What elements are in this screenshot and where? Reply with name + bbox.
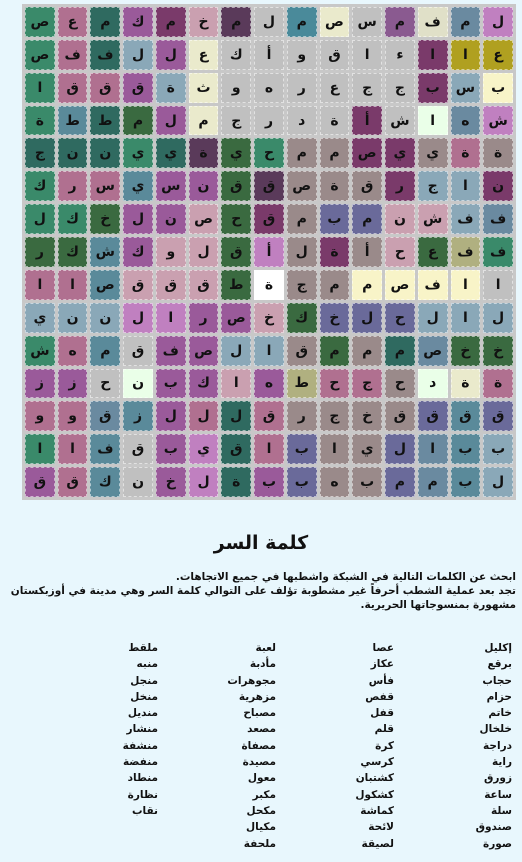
word-item: صندوق [475, 821, 512, 834]
grid-cell[interactable]: م [385, 336, 415, 366]
grid-cell[interactable]: ص [25, 40, 55, 70]
word-column [158, 640, 276, 852]
grid-cell[interactable]: ب [451, 467, 481, 497]
grid-cell[interactable]: ز [58, 369, 88, 399]
grid-cell[interactable]: ء [385, 40, 415, 70]
grid-cell[interactable]: م [156, 7, 186, 37]
word-item: زورق [483, 772, 512, 785]
grid-cell[interactable]: ز [25, 369, 55, 399]
word-item: منطاد [127, 772, 158, 785]
grid-cell[interactable]: و [58, 401, 88, 431]
grid-cell[interactable]: ع [189, 40, 219, 70]
grid-cell[interactable]: ج [352, 73, 382, 103]
grid-cell[interactable]: ق [156, 270, 186, 300]
grid-cell[interactable]: ف [90, 40, 120, 70]
grid-cell[interactable]: ه [254, 73, 284, 103]
grid-cell[interactable]: ا [352, 40, 382, 70]
grid-cell[interactable]: ب [320, 204, 350, 234]
grid-cell[interactable]: ق [451, 401, 481, 431]
grid-cell[interactable]: ة [451, 138, 481, 168]
grid-cell[interactable]: ق [221, 171, 251, 201]
word-item: كرسي [360, 756, 394, 769]
grid-cell[interactable]: ص [352, 138, 382, 168]
grid-cell[interactable]: ف [451, 204, 481, 234]
grid-cell[interactable]: ك [123, 7, 153, 37]
grid-cell[interactable]: ز [123, 401, 153, 431]
grid-cell[interactable]: ف [418, 270, 448, 300]
grid-cell[interactable]: ك [25, 171, 55, 201]
grid-cell[interactable]: ر [25, 237, 55, 267]
word-item: كشكول [355, 788, 394, 801]
instructions [4, 570, 516, 612]
grid-cell[interactable]: ي [352, 434, 382, 464]
grid-cell[interactable]: م [221, 7, 251, 37]
word-item: دراجة [483, 739, 512, 752]
grid-cell[interactable]: ل [221, 336, 251, 366]
grid-cell[interactable]: م [385, 7, 415, 37]
word-item: منشفة [122, 739, 158, 752]
grid-cell[interactable]: ي [25, 303, 55, 333]
grid-cell[interactable]: ك [123, 237, 153, 267]
word-item: لصيقة [361, 837, 394, 850]
grid-cell[interactable]: ا [451, 171, 481, 201]
word-item: مصيدة [242, 756, 276, 769]
grid-cell[interactable]: ب [483, 73, 513, 103]
word-item: قفص [365, 690, 394, 703]
grid-cell[interactable]: خ [320, 303, 350, 333]
grid-cell[interactable]: ة [320, 237, 350, 267]
grid-cell[interactable]: ي [221, 138, 251, 168]
word-item: مكبر [252, 788, 276, 801]
word-item: خاتم [488, 707, 512, 720]
grid-cell[interactable]: ل [418, 303, 448, 333]
grid-cell[interactable]: ا [221, 369, 251, 399]
grid-cell[interactable]: ط [221, 270, 251, 300]
grid-cell[interactable]: ر [385, 171, 415, 201]
grid-cell[interactable]: ب [254, 467, 284, 497]
grid-cell[interactable]: ج [25, 138, 55, 168]
grid-cell[interactable]: م [451, 7, 481, 37]
grid-cell[interactable]: ن [483, 171, 513, 201]
grid-cell[interactable]: ر [287, 73, 317, 103]
grid-cell[interactable]: ن [156, 204, 186, 234]
grid-cell[interactable]: ب [352, 467, 382, 497]
grid-cell[interactable]: و [287, 40, 317, 70]
grid-cell[interactable]: ج [352, 369, 382, 399]
grid-cell[interactable]: ا [451, 303, 481, 333]
grid-cell[interactable]: ع [58, 7, 88, 37]
grid-cell[interactable]: ص [418, 336, 448, 366]
grid-cell[interactable]: خ [156, 467, 186, 497]
grid-cell[interactable]: خ [90, 204, 120, 234]
word-item: منديل [127, 707, 158, 720]
grid-cell[interactable]: ف [156, 336, 186, 366]
word-item: مجوهرات [227, 674, 276, 687]
page-title: كلمة السر [213, 532, 309, 554]
grid-cell[interactable]: ق [221, 434, 251, 464]
grid-cell[interactable]: ك [287, 303, 317, 333]
word-item: خلخال [479, 723, 512, 736]
grid-cell[interactable]: ش [25, 336, 55, 366]
word-item: حزام [486, 690, 512, 703]
grid-cell[interactable]: ق [254, 401, 284, 431]
grid-cell[interactable]: ط [58, 106, 88, 136]
grid-cell[interactable]: ر [254, 106, 284, 136]
grid-cell[interactable]: ح [254, 138, 284, 168]
grid-cell[interactable]: ه [58, 336, 88, 366]
grid-cell[interactable]: ح [385, 237, 415, 267]
grid-cell[interactable]: م [90, 7, 120, 37]
grid-cell[interactable]: ة [320, 106, 350, 136]
word-list [40, 640, 512, 852]
word-item: منفضة [122, 756, 158, 769]
grid-cell[interactable]: ب [156, 369, 186, 399]
grid-cell[interactable]: م [123, 106, 153, 136]
word-item: لائحة [368, 821, 394, 834]
grid-cell[interactable]: ح [221, 204, 251, 234]
grid-cell[interactable]: ن [385, 204, 415, 234]
grid-cell[interactable]: م [418, 467, 448, 497]
word-item: لعبة [255, 642, 276, 654]
word-item: سلة [491, 804, 512, 817]
grid-cell[interactable]: ق [254, 171, 284, 201]
grid-cell[interactable]: ن [58, 303, 88, 333]
grid-cell[interactable]: ق [90, 401, 120, 431]
grid-cell[interactable]: م [352, 336, 382, 366]
grid-cell[interactable]: ا [320, 434, 350, 464]
grid-cell[interactable]: ط [90, 106, 120, 136]
grid-cell[interactable]: ر [189, 303, 219, 333]
word-item: نظارة [127, 788, 158, 801]
grid-cell[interactable]: ي [156, 138, 186, 168]
grid-cell[interactable]: ل [483, 7, 513, 37]
grid-cell[interactable]: م [385, 467, 415, 497]
grid-cell[interactable]: س [451, 73, 481, 103]
grid-cell[interactable]: ا [254, 336, 284, 366]
grid-cell[interactable]: ق [221, 237, 251, 267]
grid-cell[interactable]: ف [58, 40, 88, 70]
grid-cell[interactable]: ب [483, 434, 513, 464]
grid-cell[interactable]: ص [385, 270, 415, 300]
grid-cell[interactable]: ب [418, 73, 448, 103]
grid-cell[interactable]: ق [483, 401, 513, 431]
word-item: مأدبة [249, 658, 276, 671]
grid-cell[interactable]: خ [189, 7, 219, 37]
grid-cell[interactable]: ل [189, 467, 219, 497]
grid-cell[interactable]: ف [483, 204, 513, 234]
grid-cell[interactable]: ح [90, 369, 120, 399]
grid-cell[interactable]: ص [320, 7, 350, 37]
grid-cell[interactable]: ا [156, 303, 186, 333]
grid-cell[interactable]: ة [156, 73, 186, 103]
grid-cell[interactable]: ك [221, 40, 251, 70]
grid-cell[interactable]: ف [483, 237, 513, 267]
grid-cell[interactable]: ك [90, 467, 120, 497]
word-item: فأس [368, 674, 394, 687]
grid-cell[interactable]: ج [418, 171, 448, 201]
word-item: مزهرية [238, 690, 276, 703]
grid-cell[interactable]: ك [189, 369, 219, 399]
word-item: منخل [130, 690, 158, 703]
grid-cell[interactable]: س [90, 171, 120, 201]
grid-cell[interactable]: ع [483, 40, 513, 70]
grid-cell[interactable]: ع [418, 237, 448, 267]
grid-cell[interactable]: ك [58, 237, 88, 267]
grid-cell[interactable]: د [418, 369, 448, 399]
word-item: قلم [374, 723, 394, 736]
grid-cell[interactable]: ة [451, 369, 481, 399]
grid-cell[interactable]: ك [58, 204, 88, 234]
grid-cell[interactable]: ل [189, 237, 219, 267]
grid-cell[interactable]: ب [287, 467, 317, 497]
grid-cell[interactable]: ا [25, 270, 55, 300]
grid-cell[interactable]: س [156, 171, 186, 201]
grid-cell[interactable]: س [352, 7, 382, 37]
word-column [40, 640, 158, 852]
word-item: ملحفة [243, 837, 276, 850]
grid-cell[interactable]: ق [58, 467, 88, 497]
grid-cell[interactable]: ق [123, 270, 153, 300]
grid-cell[interactable]: م [287, 138, 317, 168]
grid-cell[interactable]: ف [418, 7, 448, 37]
grid-cell[interactable]: ة [483, 369, 513, 399]
grid-cell[interactable]: ن [90, 138, 120, 168]
grid-cell[interactable]: ة [221, 467, 251, 497]
grid-cell[interactable]: ج [320, 401, 350, 431]
grid-cell[interactable]: ي [123, 138, 153, 168]
grid-cell[interactable]: م [352, 204, 382, 234]
grid-cell[interactable]: أ [254, 40, 284, 70]
grid-cell[interactable]: م [352, 270, 382, 300]
grid-cell[interactable]: ل [352, 303, 382, 333]
grid-cell[interactable]: ل [483, 467, 513, 497]
grid-cell[interactable]: ا [418, 434, 448, 464]
grid-cell[interactable]: ج [221, 106, 251, 136]
instruction-line: تجد بعد عملية الشطب أحرفاً غير مشطوبة تؤلف على التوالي كلمة السر وهي مدينة في أوزبكستان [10, 585, 516, 597]
grid-cell[interactable]: ا [418, 40, 448, 70]
grid-cell[interactable]: ق [352, 171, 382, 201]
grid-cell[interactable]: ح [385, 303, 415, 333]
grid-cell[interactable]: ق [58, 73, 88, 103]
grid-cell[interactable]: ي [189, 434, 219, 464]
letter-grid [22, 4, 516, 500]
grid-cell[interactable]: د [287, 106, 317, 136]
instruction-line: ابحث عن الكلمات التالية في الشبكة واشطبها في جميع الاتجاهات. [175, 571, 516, 583]
grid-cell[interactable]: ل [123, 303, 153, 333]
grid-cell[interactable]: ا [58, 434, 88, 464]
grid-cell[interactable]: ة [320, 171, 350, 201]
grid-cell[interactable]: ش [90, 237, 120, 267]
grid-cell[interactable]: ج [287, 270, 317, 300]
grid-cell[interactable]: ي [123, 171, 153, 201]
word-item: كماشة [360, 804, 394, 817]
grid-cell[interactable]: ه [254, 369, 284, 399]
word-item: صورة [483, 837, 512, 850]
grid-cell[interactable]: ن [90, 303, 120, 333]
grid-cell[interactable]: ل [254, 7, 284, 37]
grid-cell[interactable]: ع [320, 73, 350, 103]
grid-cell[interactable]: ق [418, 401, 448, 431]
grid-cell[interactable]: ص [287, 171, 317, 201]
grid-cell[interactable]: ة [254, 270, 284, 300]
grid-cell[interactable]: ة [25, 106, 55, 136]
word-item: نقاب [132, 804, 158, 817]
word-item: راية [492, 756, 512, 769]
grid-cell[interactable]: ل [156, 106, 186, 136]
grid-cell[interactable]: ث [189, 73, 219, 103]
grid-cell[interactable]: ل [25, 204, 55, 234]
grid-cell[interactable]: ص [221, 303, 251, 333]
grid-cell[interactable]: ش [418, 204, 448, 234]
word-item: مصعد [247, 723, 276, 736]
grid-cell[interactable]: ق [254, 204, 284, 234]
word-item: منبه [136, 658, 158, 671]
grid-cell[interactable]: ب [156, 434, 186, 464]
grid-cell[interactable]: ب [451, 434, 481, 464]
word-item: ملقط [128, 642, 158, 654]
grid-cell[interactable]: ا [451, 270, 481, 300]
grid-cell[interactable]: ق [385, 401, 415, 431]
grid-cell[interactable]: ص [189, 204, 219, 234]
word-column [394, 640, 512, 852]
grid-cell[interactable]: خ [352, 401, 382, 431]
grid-cell[interactable]: ا [418, 106, 448, 136]
grid-cell[interactable]: ق [123, 73, 153, 103]
word-item: مكحل [246, 804, 276, 817]
grid-cell[interactable]: ق [123, 434, 153, 464]
grid-cell[interactable]: ر [58, 171, 88, 201]
grid-cell[interactable]: ص [25, 7, 55, 37]
grid-cell[interactable]: ل [156, 401, 186, 431]
word-item: منشار [126, 723, 158, 736]
grid-cell[interactable]: ج [385, 73, 415, 103]
grid-cell[interactable]: ش [483, 106, 513, 136]
grid-cell[interactable]: ا [25, 73, 55, 103]
grid-cell[interactable]: ي [385, 138, 415, 168]
grid-cell[interactable]: خ [451, 336, 481, 366]
grid-cell[interactable]: ب [287, 434, 317, 464]
word-item: كرة [375, 739, 394, 752]
grid-cell[interactable]: ط [287, 369, 317, 399]
word-column [276, 640, 394, 852]
grid-cell[interactable]: أ [352, 106, 382, 136]
grid-cell[interactable]: ه [451, 106, 481, 136]
grid-cell[interactable]: أ [254, 237, 284, 267]
grid-cell[interactable]: ل [123, 204, 153, 234]
grid-cell[interactable]: ق [189, 270, 219, 300]
grid-cell[interactable]: م [189, 106, 219, 136]
grid-cell[interactable]: ل [221, 401, 251, 431]
grid-cell[interactable]: ق [90, 73, 120, 103]
word-item: إكليل [484, 642, 512, 654]
grid-cell[interactable]: ا [254, 434, 284, 464]
grid-cell[interactable]: م [90, 336, 120, 366]
grid-cell[interactable]: ي [418, 138, 448, 168]
grid-cell[interactable]: ق [123, 336, 153, 366]
grid-cell[interactable]: ل [156, 40, 186, 70]
grid-cell[interactable]: خ [254, 303, 284, 333]
word-item: مكيال [246, 821, 276, 834]
grid-cell[interactable]: ف [451, 237, 481, 267]
word-item: مصفاة [241, 739, 276, 752]
grid-cell[interactable]: و [156, 237, 186, 267]
word-item: مصباح [243, 707, 276, 720]
word-item: كشتبان [355, 772, 394, 785]
grid-cell[interactable]: م [320, 336, 350, 366]
word-item: عصا [372, 642, 394, 654]
word-item: قفل [370, 707, 394, 720]
grid-cell[interactable]: ا [451, 40, 481, 70]
grid-cell[interactable]: م [287, 204, 317, 234]
grid-cell[interactable]: ا [25, 434, 55, 464]
grid-cell[interactable]: م [320, 270, 350, 300]
word-item: معول [247, 772, 276, 785]
grid-cell[interactable]: ص [90, 270, 120, 300]
grid-cell[interactable]: ل [385, 434, 415, 464]
word-item: برقع [487, 658, 512, 671]
grid-cell[interactable]: ل [483, 303, 513, 333]
grid-cell[interactable]: ا [58, 270, 88, 300]
grid-cell[interactable]: ة [189, 138, 219, 168]
grid-cell[interactable]: م [320, 138, 350, 168]
grid-cell[interactable]: ص [189, 336, 219, 366]
grid-cell[interactable]: ل [287, 237, 317, 267]
word-item: ساعة [484, 788, 512, 801]
grid-cell[interactable]: ق [320, 40, 350, 70]
word-item: منجل [130, 674, 158, 687]
grid-cell[interactable]: م [287, 7, 317, 37]
grid-cell[interactable]: خ [483, 336, 513, 366]
grid-cell[interactable]: و [25, 401, 55, 431]
grid-cell[interactable]: ة [483, 138, 513, 168]
grid-cell[interactable]: ش [385, 106, 415, 136]
grid-cell[interactable]: ل [189, 401, 219, 431]
grid-cell[interactable]: ن [123, 369, 153, 399]
grid-cell[interactable]: ف [90, 434, 120, 464]
grid-cell[interactable]: ن [189, 171, 219, 201]
grid-cell[interactable]: ر [287, 401, 317, 431]
grid-cell[interactable]: ل [123, 40, 153, 70]
grid-cell[interactable]: ه [320, 467, 350, 497]
grid-cell[interactable]: ق [287, 336, 317, 366]
grid-cell[interactable]: ا [483, 270, 513, 300]
grid-cell[interactable]: ح [385, 369, 415, 399]
grid-cell[interactable]: ح [320, 369, 350, 399]
word-item: عكاز [370, 658, 394, 671]
grid-cell[interactable]: أ [352, 237, 382, 267]
grid-cell[interactable]: ق [25, 467, 55, 497]
grid-cell[interactable]: ن [58, 138, 88, 168]
word-item: حجاب [482, 674, 512, 687]
grid-cell[interactable]: و [221, 73, 251, 103]
instruction-line: مشهورة بمنسوجاتها الحريرية. [360, 599, 516, 611]
grid-cell[interactable]: ن [123, 467, 153, 497]
